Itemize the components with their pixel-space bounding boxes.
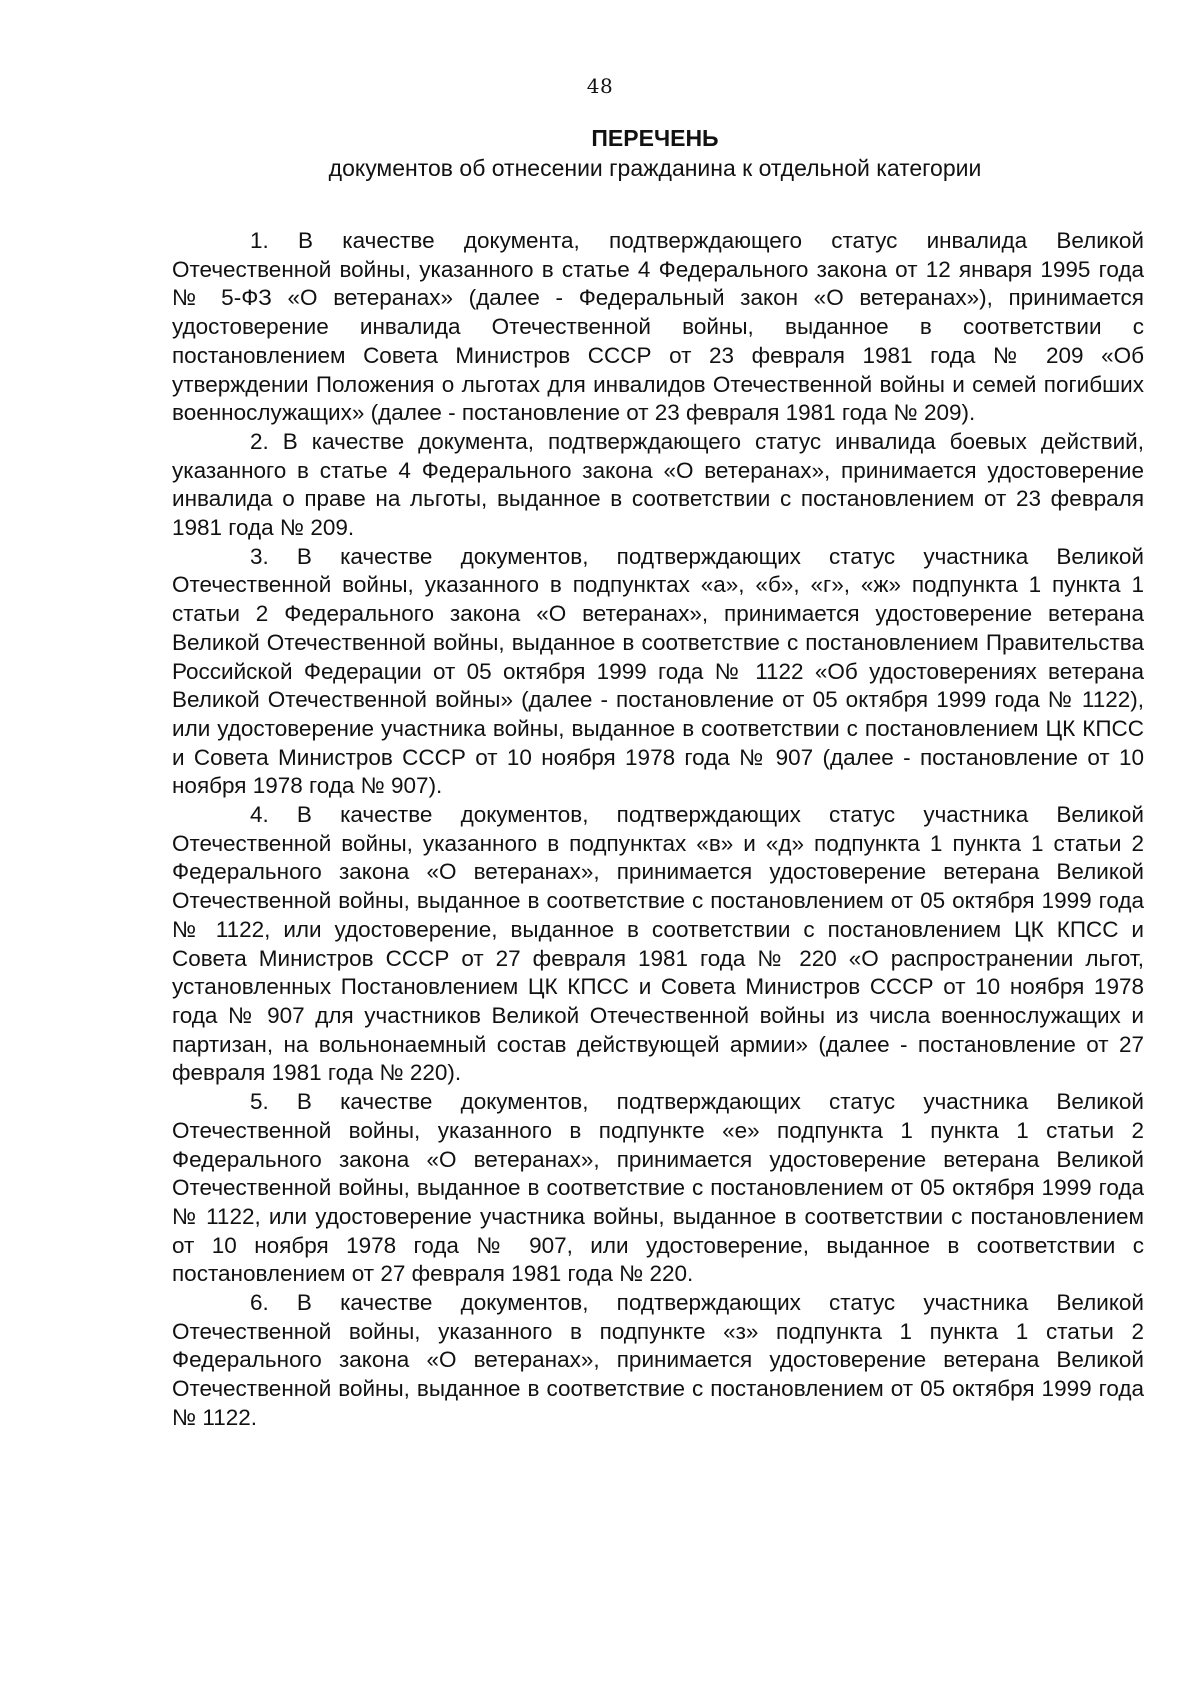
page-number: 48 bbox=[586, 74, 614, 98]
paragraph-3: 3. В качестве документов, подтверждающих статус участника Великой Отечественной войны, указанного в подпунктах «а», «б», «г», «ж» подпункта 1 пункта 1 статьи 2 Федерального закона «О ветеранах», принимается удостоверение ветерана Великой Отечественной войны, выданное в соответствие с постановлением Правительства Российской Федерации от 05 октября 1999 года № 1122 «Об удостоверениях ветерана Великой Отечественной войны» (далее - постановление от 05 октября 1999 года № 1122), или удостоверение участника войны, выданное в соответствии с постановлением ЦК КПСС и Совета Министров СССР от 10 ноября 1978 года № 907 (далее - постановление от 10 ноября 1978 года № 907). bbox=[172, 543, 1144, 799]
paragraph-6: 6. В качестве документов, подтверждающих статус участника Великой Отечественной войны, указанного в подпункте «з» подпункта 1 пункта 1 статьи 2 Федерального закона «О ветеранах», принимается удостоверение ветерана Великой Отечественной войны, выданное в соответствие с постановлением от 05 октября 1999 года № 1122. bbox=[172, 1290, 1144, 1430]
paragraph-1: 1. В качестве документа, подтверждающего статус инвалида Великой Отечественной войны, указанного в статье 4 Федерального закона от 12 января 1995 года № 5-ФЗ «О ветеранах» (далее - Федеральный закон «О ветеранах»), принимается удостоверение инвалида Отечественной войны, выданное в соответствии с постановлением Совета Министров СССР от 23 февраля 1981 года № 209 «Об утверждении Положения о льготах для инвалидов Отечественной войны и семей погибших военнослужащих» (далее - постановление от 23 февраля 1981 года № 209). bbox=[172, 228, 1144, 426]
document-title: ПЕРЕЧЕНЬ bbox=[591, 125, 719, 151]
paragraph-4: 4. В качестве документов, подтверждающих статус участника Великой Отечественной войны, указанного в подпунктах «в» и «д» подпункта 1 пункта 1 статьи 2 Федерального закона «О ветеранах», принимается удостоверение ветерана Великой Отечественной войны, выданное в соответствие с постановлением от 05 октября 1999 года № 1122, или удостоверение, выданное в соответствии с постановлением ЦК КПСС и Совета Министров СССР от 27 февраля 1981 года № 220 «О распространении льгот, установленных Постановлением ЦК КПСС и Совета Министров СССР от 10 ноября 1978 года № 907 для участников Великой Отечественной войны из числа военнослужащих и партизан, на вольнонаемный состав действующей армии» (далее - постановление от 27 февраля 1981 года № 220). bbox=[172, 802, 1144, 1086]
document-body bbox=[172, 227, 1144, 1433]
paragraph-5: 5. В качестве документов, подтверждающих статус участника Великой Отечественной войны, указанного в подпункте «е» подпункта 1 пункта 1 статьи 2 Федерального закона «О ветеранах», принимается удостоверение ветерана Великой Отечественной войны, выданное в соответствие с постановлением от 05 октября 1999 года № 1122, или удостоверение участника войны, выданное в соответствии с постановлением от 10 ноября 1978 года № 907, или удостоверение, выданное в соответствии с постановлением от 27 февраля 1981 года № 220. bbox=[172, 1089, 1144, 1287]
document-subtitle: документов об отнесении гражданина к отдельной категории bbox=[328, 155, 982, 181]
paragraph-2: 2. В качестве документа, подтверждающего статус инвалида боевых действий, указанного в статье 4 Федерального закона «О ветеранах», принимается удостоверение инвалида о праве на льготы, выданное в соответствии с постановлением от 23 февраля 1981 года № 209. bbox=[172, 428, 1144, 541]
